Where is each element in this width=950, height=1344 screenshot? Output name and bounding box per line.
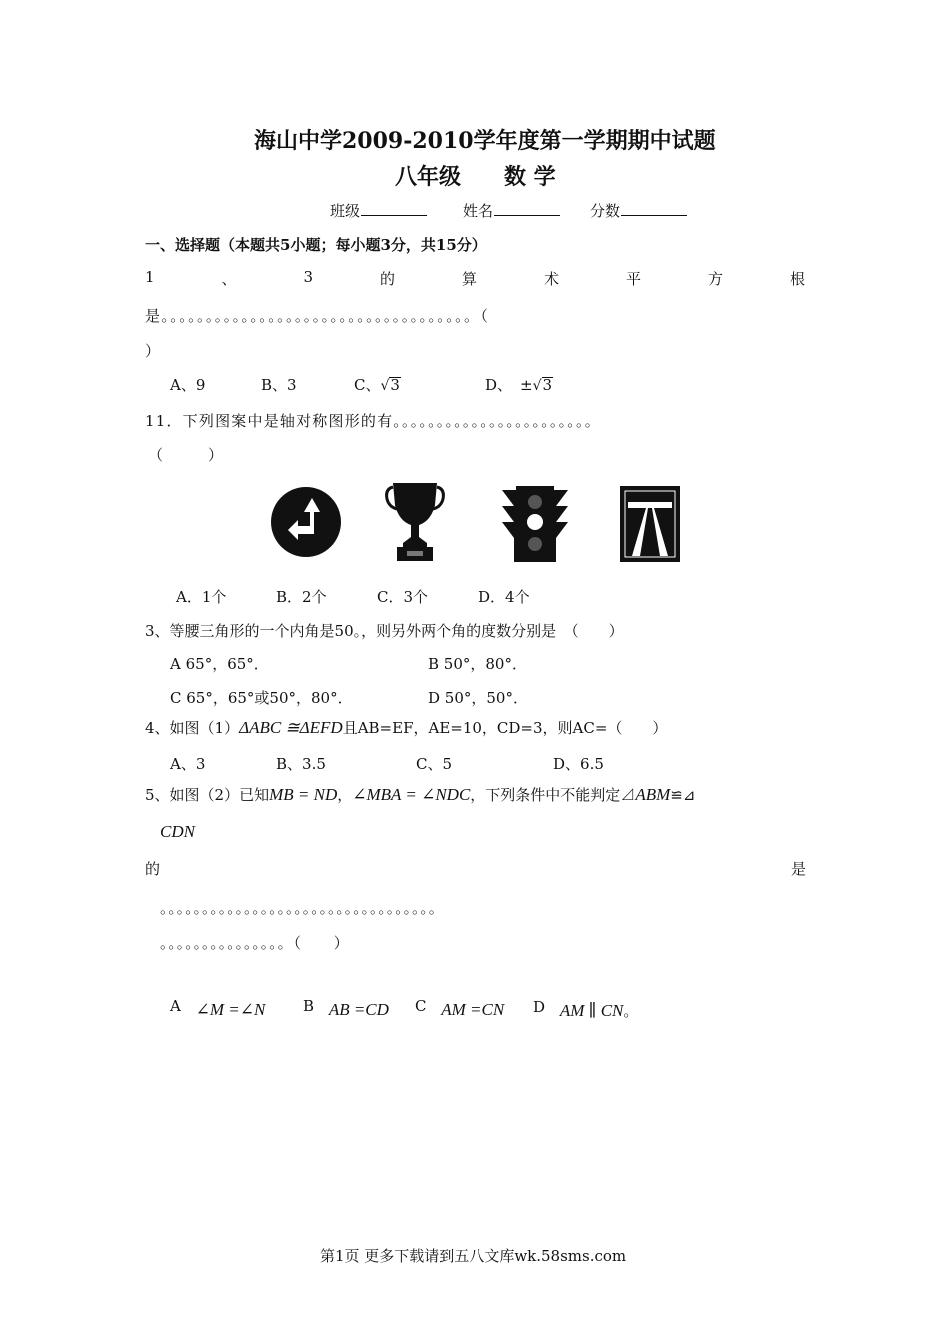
q4-option-d: D、6.5: [553, 755, 604, 773]
q1-char: 根: [789, 270, 805, 288]
q3-option-d: D 50°，50°．: [428, 689, 528, 707]
page-footer: 第1页 更多下载请到五八文库wk.58sms.com: [320, 1247, 627, 1265]
section-heading: 一、选择题（本题共5小题；每小题3分，共15分）: [145, 236, 487, 254]
score-field-blank: [621, 201, 687, 216]
q2-paren: （ ）: [148, 446, 224, 464]
q5-option-a: [170, 996, 266, 1019]
q1-option-b: B、3: [261, 376, 297, 394]
q1-char: 术: [543, 270, 559, 288]
trophy-icon: [385, 481, 445, 561]
q1-char: 3: [303, 268, 314, 286]
q5-congruent-symbol: ≌⊿: [670, 786, 696, 804]
q5-triangle-abm: ABM: [635, 785, 671, 804]
q1-paren: ）: [145, 342, 161, 360]
q3-option-c: C 65°，65°或50°，80°．: [170, 689, 353, 707]
q1-stem-line2: 是。。。。。。。。。。。。。。。。。。。。。。。。。。。。。。。。。。。（: [145, 307, 490, 325]
q4-prefix: 4、如图（1）: [145, 719, 240, 737]
q4-suffix: 且AB=EF，AE=10，CD=3，则AC=（ ）: [342, 719, 668, 737]
traffic-light-icon: [500, 484, 570, 564]
class-field-label: 班级: [330, 202, 361, 220]
q1-option-c-radicand: 3: [390, 376, 400, 394]
subject-label: 数 学: [504, 164, 556, 190]
q4-stem: [145, 717, 667, 738]
grade-label: 八年级: [395, 164, 462, 190]
q5-option-a-math: ∠M =∠N: [195, 1000, 266, 1019]
q5-option-d-end: 。: [623, 1002, 639, 1020]
q5-option-c: [415, 996, 505, 1019]
class-field-blank: [361, 201, 427, 216]
q4-option-c: C、5: [416, 755, 453, 773]
q5-option-b: [303, 996, 389, 1019]
q5-prefix: 5、如图（2）已知: [145, 786, 270, 804]
q5-condition-2: ∠MBA = ∠NDC: [352, 785, 471, 804]
q2-option-d: D．4个: [478, 588, 530, 606]
q5-option-c-math: AM =CN: [441, 1000, 505, 1019]
expressway-sign-icon: [620, 486, 680, 562]
q5-option-b-math: AB =CD: [328, 1000, 389, 1019]
name-field-label: 姓名: [463, 202, 494, 220]
q2-option-c: C．3个: [377, 588, 429, 606]
score-field-label: 分数: [590, 202, 621, 220]
q1-char: 方: [707, 270, 723, 288]
sqrt-symbol-icon: √: [380, 378, 390, 394]
q5-mid-text: ，下列条件中不能判定⊿: [470, 786, 636, 804]
q5-option-b-label: B: [303, 997, 315, 1015]
q5-option-d-math: AM ∥ CN: [559, 1001, 624, 1020]
q5-option-c-label: C: [415, 997, 427, 1015]
q4-option-a: A、3: [170, 755, 206, 773]
q5-dots-line1: 。。。。。。。。。。。。。。。。。。。。。。。。。。。。。。。。。: [160, 899, 445, 917]
exam-title: 海山中学2009-2010学年度第一学期期中试题: [254, 128, 716, 154]
q5-stem: [145, 784, 695, 805]
q1-char: 平: [625, 270, 641, 288]
q1-option-d: [485, 374, 553, 395]
q3-stem: 3、等腰三角形的一个内角是50。，则另外两个角的度数分别是 （ ）: [145, 622, 624, 640]
keep-left-sign-icon: [270, 486, 342, 558]
q1-option-c-label: C、: [354, 376, 381, 394]
q1-option-d-label: D、: [485, 376, 513, 394]
q3-option-b: B 50°，80°．: [428, 655, 527, 673]
q1-option-d-pm: ±: [520, 376, 533, 394]
name-field: [463, 200, 560, 221]
q5-separator: ，: [337, 786, 353, 804]
q4-congruence: ΔABC ≅ΔEFD: [239, 718, 343, 737]
q1-option-c: [354, 374, 401, 395]
q1-char: 的: [380, 270, 396, 288]
q1-char: 算: [462, 270, 478, 288]
q1-option-d-radicand: 3: [542, 376, 553, 394]
sqrt-symbol-icon: √: [532, 378, 542, 394]
q5-option-a-label: A: [170, 997, 181, 1015]
score-field: [590, 200, 687, 221]
q2-stem: 11．下列图案中是轴对称图形的有。。。。。。。。。。。。。。。。。。。。。。。: [145, 412, 601, 430]
q1-char: 1: [145, 268, 155, 286]
q1-stem-line: [145, 268, 805, 289]
q5-dots-line2: 。。。。。。。。。。。。。。。（ ）: [160, 934, 350, 952]
q5-option-d: [533, 996, 639, 1020]
q5-shi: 是: [791, 860, 807, 878]
q2-option-a: A．1个: [176, 588, 227, 606]
q5-triangle-cdn: CDN: [160, 822, 195, 841]
q5-de: 的: [145, 860, 161, 878]
class-field: [330, 200, 427, 221]
q1-char: 、: [221, 270, 237, 288]
q5-condition-1: MB = ND: [269, 785, 338, 804]
name-field-blank: [494, 201, 560, 216]
q5-option-d-label: D: [533, 998, 546, 1016]
q1-option-a: A、9: [170, 376, 206, 394]
q4-option-b: B、3.5: [276, 755, 326, 773]
q2-option-b: B．2个: [276, 588, 327, 606]
q3-option-a: A 65°，65°．: [170, 655, 269, 673]
